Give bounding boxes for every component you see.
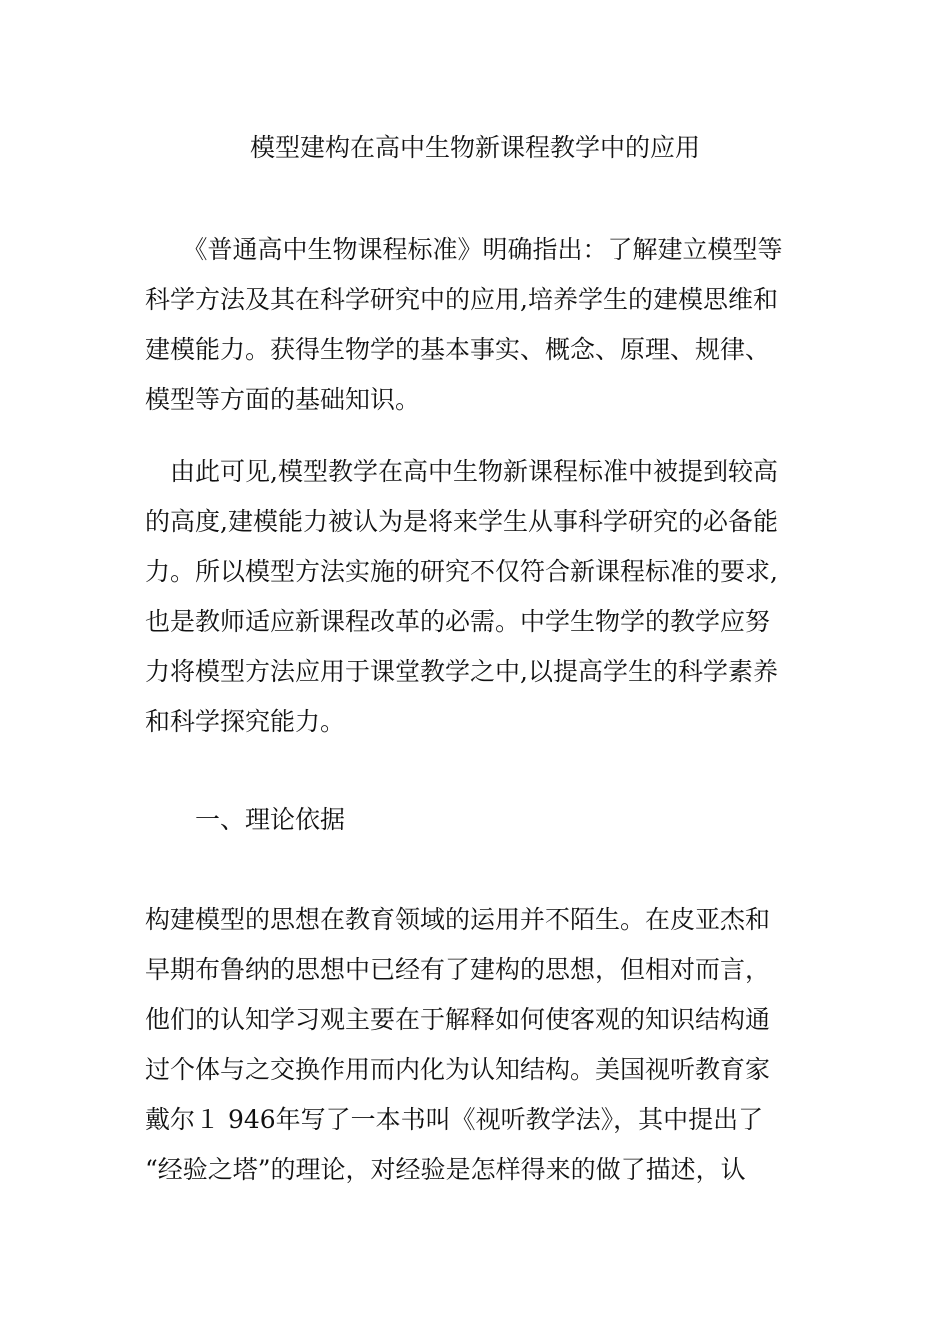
paragraph-line: 模型等方面的基础知识。 bbox=[145, 385, 421, 414]
paragraph-line: 建模能力。获得生物学的基本事实、概念、原理、规律、 bbox=[145, 335, 771, 364]
paragraph-line: 戴尔１ 946年写了一本书叫《视听教学法》，其中提出了 bbox=[145, 1105, 764, 1134]
paragraph-line: 过个体与之交换作用而内化为认知结构。美国视听教育家 bbox=[145, 1055, 771, 1084]
paragraph-line: 和科学探究能力。 bbox=[145, 707, 346, 736]
paragraph-line: 力。所以模型方法实施的研究不仅符合新课程标准的要求, bbox=[145, 557, 778, 586]
paragraph-line: 的高度,建模能力被认为是将来学生从事科学研究的必备能 bbox=[145, 507, 778, 536]
paragraph-line: 《普通高中生物课程标准》明确指出：了解建立模型等 bbox=[145, 235, 783, 264]
paragraph-line: 也是教师适应新课程改革的必需。中学生物学的教学应努 bbox=[145, 607, 771, 636]
paragraph-line: 他们的认知学习观主要在于解释如何使客观的知识结构通 bbox=[145, 1005, 771, 1034]
paragraph-line: 构建模型的思想在教育领域的运用并不陌生。在皮亚杰和 bbox=[145, 905, 771, 934]
paragraph-line: 力将模型方法应用于课堂教学之中,以提高学生的科学素养 bbox=[145, 657, 778, 686]
paragraph-line: 科学方法及其在科学研究中的应用,培养学生的建模思维和 bbox=[145, 285, 778, 314]
section-heading: 一、理论依据 bbox=[145, 805, 346, 834]
paragraph-line: “经验之塔”的理论，对经验是怎样得来的做了描述，认 bbox=[145, 1155, 746, 1184]
paragraph-line: 由此可见,模型教学在高中生物新课程标准中被提到较高 bbox=[145, 457, 778, 486]
paragraph-line: 早期布鲁纳的思想中已经有了建构的思想，但相对而言， bbox=[145, 955, 771, 984]
document-title: 模型建构在高中生物新课程教学中的应用 bbox=[249, 133, 700, 162]
